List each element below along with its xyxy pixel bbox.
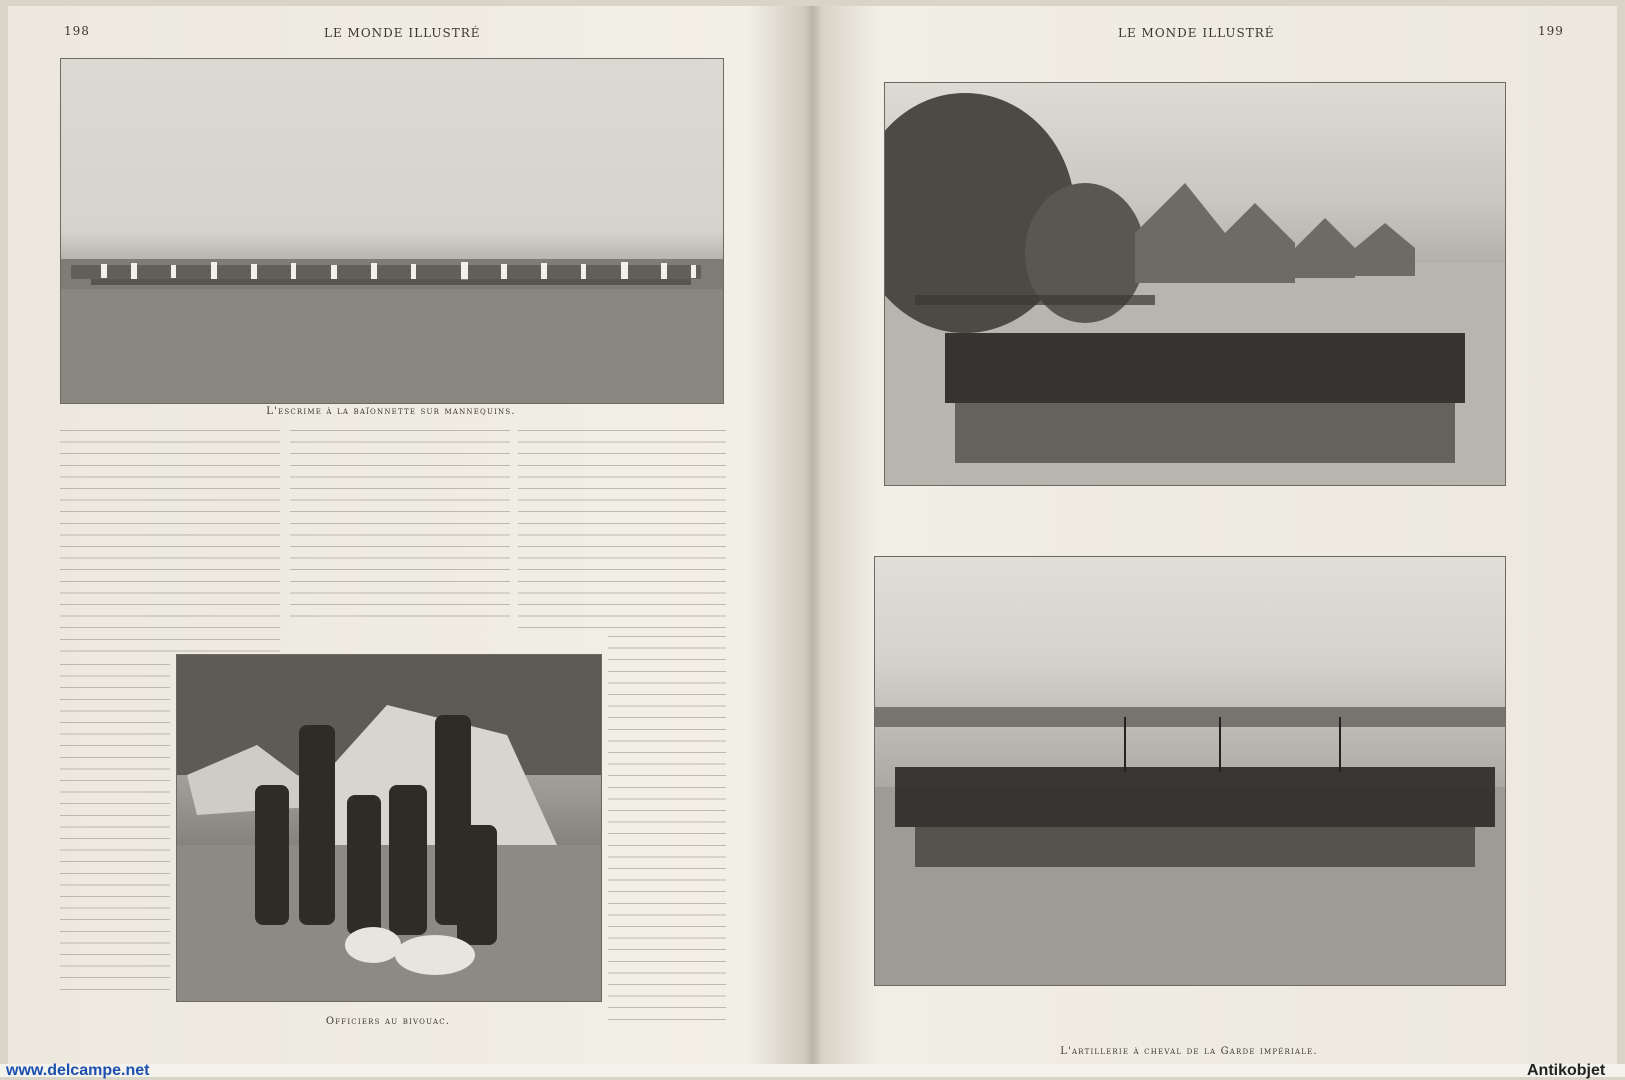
bayonet-drill-image (61, 59, 723, 403)
photo-officers-bivouac (176, 654, 602, 1002)
footer-right-watermark: Antikobjet (1527, 1062, 1606, 1079)
running-head-left: LE MONDE ILLUSTRÉ (324, 26, 481, 40)
magazine-spread (8, 6, 1617, 1064)
text-column-1 (60, 430, 280, 662)
photo-horse-artillery (874, 556, 1506, 986)
page-number-right: 199 (1538, 24, 1564, 38)
text-lines-1b (60, 664, 170, 994)
running-head-right: LE MONDE ILLUSTRÉ (1118, 26, 1275, 40)
text-column-right-margin (620, 626, 730, 1056)
page-number-left: 198 (64, 24, 90, 38)
footer-bar (0, 1064, 1625, 1077)
caption-bayonet-drill: L'escrime à la baïonnette sur mannequins. (266, 406, 516, 417)
text-column-3 (518, 430, 726, 630)
text-lines-1 (60, 430, 280, 662)
photo-bayonet-drill (60, 58, 724, 404)
officers-bivouac-image (177, 655, 601, 1001)
text-lines-2 (290, 430, 510, 622)
horse-artillery-image (875, 557, 1505, 985)
text-column-2 (290, 430, 510, 622)
text-column-1b (60, 664, 170, 994)
caption-horse-artillery: L'artillerie à cheval de la Garde impériale. (1060, 1046, 1318, 1057)
photo-cavalry-village (884, 82, 1506, 486)
caption-officers-bivouac: Officiers au bivouac. (325, 1016, 451, 1027)
cavalry-village-image (885, 83, 1505, 485)
text-lines-3 (518, 430, 726, 630)
footer-left-watermark: www.delcampe.net (6, 1062, 150, 1079)
